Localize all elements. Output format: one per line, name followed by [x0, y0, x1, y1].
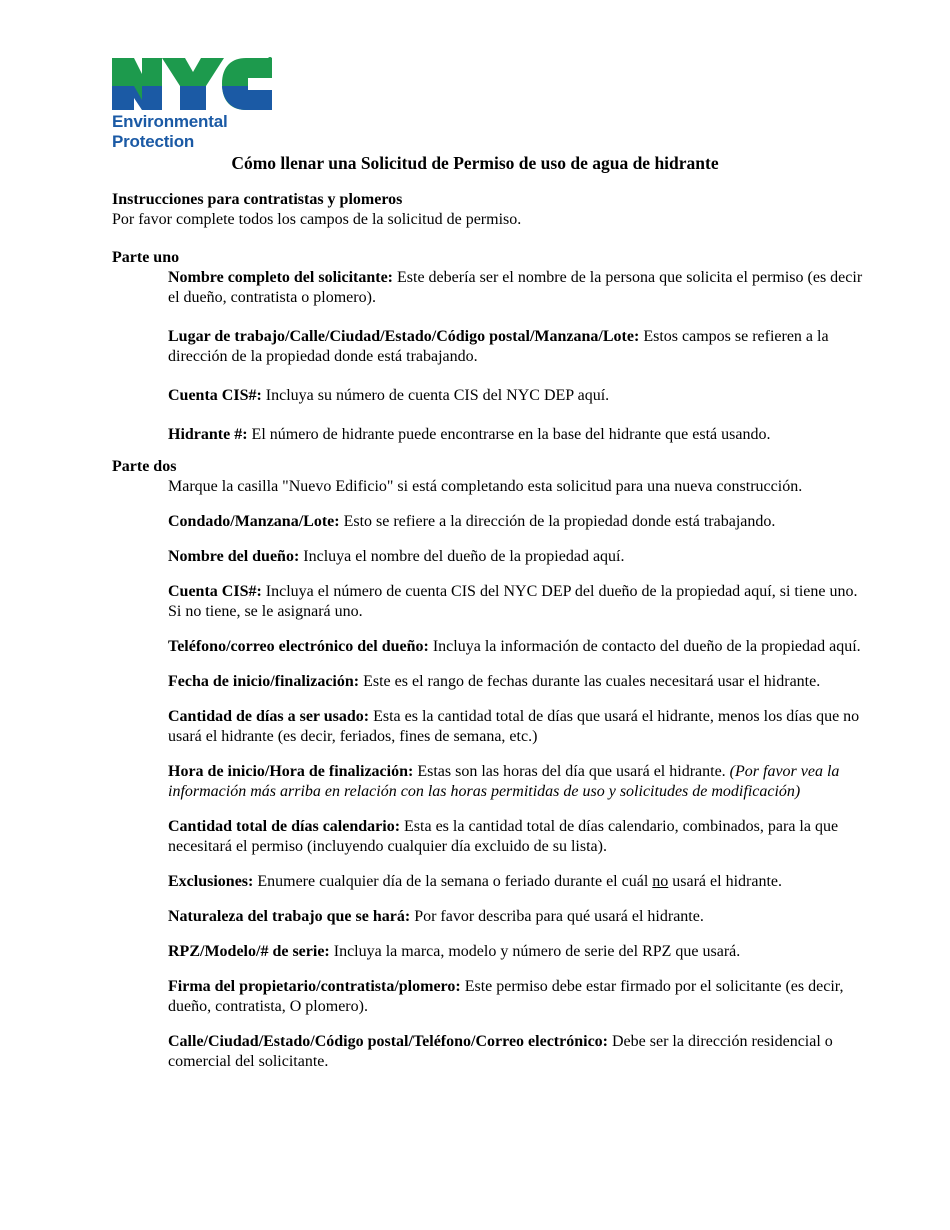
field-description	[168, 386, 872, 406]
field-text: Por favor describa para qué usará el hidrante.	[410, 908, 704, 925]
field-text: Incluya su número de cuenta CIS del NYC DEP aquí.	[261, 387, 610, 404]
nyc-logo-mark	[112, 56, 274, 112]
part-one-section	[112, 248, 872, 445]
field-text: Incluya la marca, modelo y número de serie del RPZ que usará.	[329, 943, 741, 960]
field-text: Estos campos se refieren a la dirección de la propiedad donde está trabajando.	[168, 328, 829, 365]
field-description	[168, 327, 872, 367]
logo-line-environmental: Environmental	[112, 112, 228, 131]
field-text: Este permiso debe estar firmado por el solicitante (es decir, dueño, contratista, O plomero).	[168, 978, 844, 1015]
field-description	[168, 637, 872, 657]
field-description	[168, 1032, 872, 1072]
field-label: Calle/Ciudad/Estado/Código postal/Teléfono/Correo electrónico:	[168, 1033, 608, 1050]
field-label: Nombre completo del solicitante:	[168, 269, 393, 286]
field-label: Naturaleza del trabajo que se hará:	[168, 908, 411, 925]
field-text: Este es el rango de fechas durante las cuales necesitará usar el hidrante.	[359, 673, 821, 690]
field-description-hora	[168, 762, 872, 802]
field-label: Hora de inicio/Hora de finalización:	[168, 763, 414, 780]
underlined-word: no	[652, 873, 669, 890]
field-text: Esta es la cantidad total de días calendario, combinados, para la que necesitará el permiso (incluyendo cualquier día excluido de su lista).	[168, 818, 839, 855]
field-label: Lugar de trabajo/Calle/Ciudad/Estado/Código postal/Manzana/Lote:	[168, 328, 640, 345]
part-two-section	[112, 457, 872, 1072]
field-text: usará el hidrante.	[668, 873, 782, 890]
instructions-heading: Instrucciones para contratistas y plomeros	[112, 191, 403, 208]
field-label: Teléfono/correo electrónico del dueño:	[168, 638, 429, 655]
nyc-dep-logo	[112, 56, 274, 156]
field-text: Incluya el número de cuenta CIS del NYC DEP del dueño de la propiedad aquí, si tiene uno. Si no tiene, se le asignará uno.	[168, 583, 858, 620]
field-description	[168, 907, 872, 927]
field-text: El número de hidrante puede encontrarse en la base del hidrante que está usando.	[247, 426, 771, 443]
field-description	[168, 268, 872, 308]
field-description	[168, 672, 872, 692]
field-description	[168, 942, 872, 962]
part-two-heading: Parte dos	[112, 458, 177, 475]
field-text: Estas son las horas del día que usará el hidrante.	[413, 763, 730, 780]
field-description	[168, 582, 872, 622]
field-text: Esta es la cantidad total de días que usará el hidrante, menos los días que no usará el hidrante (es decir, feriados, fines de semana, etc.)	[168, 708, 860, 745]
field-text: Debe ser la dirección residencial o comercial del solicitante.	[168, 1033, 833, 1070]
field-description-calendario	[168, 817, 872, 857]
document-title: Cómo llenar una Solicitud de Permiso de uso de agua de hidrante	[231, 153, 719, 173]
nuevo-edificio-instruction: Marque la casilla "Nuevo Edificio" si está completando esta solicitud para una nueva construcción.	[168, 478, 803, 495]
field-description	[168, 977, 872, 1017]
field-label: Firma del propietario/contratista/plomero:	[168, 978, 461, 995]
field-label: Exclusiones:	[168, 873, 254, 890]
field-description	[168, 547, 872, 567]
field-text: Este debería ser el nombre de la persona que solicita el permiso (es decir el dueño, contratista o plomero).	[168, 269, 863, 306]
field-text: Enumere cualquier día de la semana o feriado durante el cuál	[253, 873, 653, 890]
field-text: Incluya la información de contacto del dueño de la propiedad aquí.	[428, 638, 861, 655]
field-description	[168, 707, 872, 747]
field-label: Cuenta CIS#:	[168, 583, 262, 600]
field-label: Cuenta CIS#:	[168, 387, 262, 404]
part-one-heading: Parte uno	[112, 249, 180, 266]
field-label: Cantidad total de días calendario:	[168, 818, 401, 835]
field-description	[168, 425, 872, 445]
field-label: Condado/Manzana/Lote:	[168, 513, 340, 530]
field-description	[168, 512, 872, 532]
field-label: Hidrante #:	[168, 426, 248, 443]
field-note: (Por favor vea la información más arriba en relación con las horas permitidas de uso y solicitudes de modificación)	[168, 763, 840, 800]
field-label: RPZ/Modelo/# de serie:	[168, 943, 330, 960]
field-label: Nombre del dueño:	[168, 548, 300, 565]
field-text: Esto se refiere a la dirección de la propiedad donde está trabajando.	[339, 513, 776, 530]
field-text: Incluya el nombre del dueño de la propiedad aquí.	[299, 548, 625, 565]
document-body	[112, 190, 872, 1087]
instructions-text: Por favor complete todos los campos de la solicitud de permiso.	[112, 211, 522, 228]
logo-line-protection: Protection	[112, 132, 195, 151]
field-description-exclusiones	[168, 872, 872, 892]
field-label: Fecha de inicio/finalización:	[168, 673, 360, 690]
field-label: Cantidad de días a ser usado:	[168, 708, 370, 725]
